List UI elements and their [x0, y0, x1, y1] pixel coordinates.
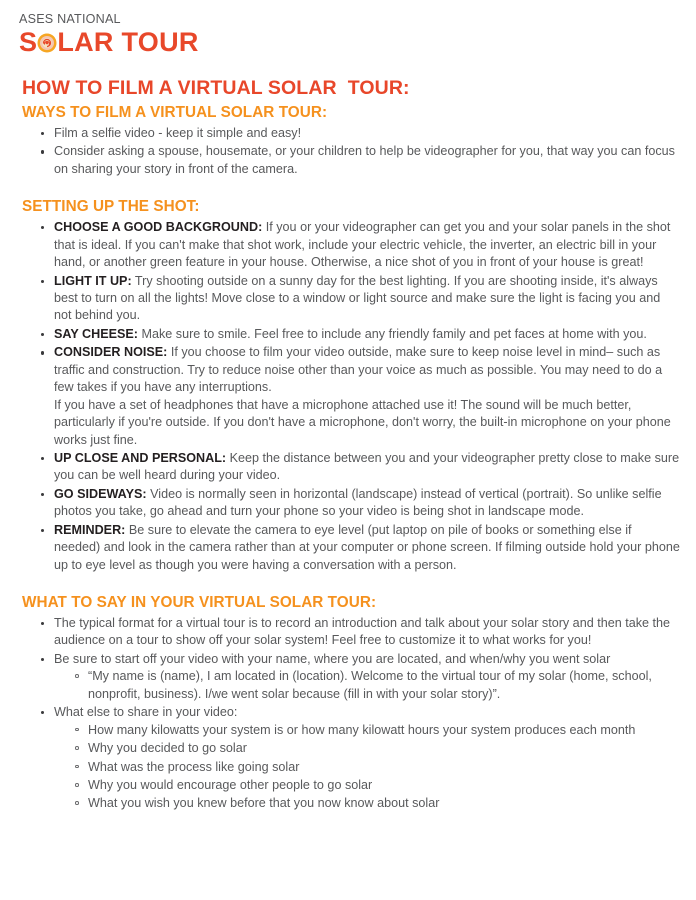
sub-list-item-text: Why you decided to go solar: [88, 741, 247, 756]
sub-list-item: [73, 668, 680, 703]
sub-list-what-else-to-share: [54, 722, 680, 813]
list-ways-to-film: [17, 125, 680, 178]
list-item-lead: UP CLOSE AND PERSONAL:: [54, 450, 227, 465]
list-item-lead: CONSIDER NOISE:: [54, 345, 168, 360]
list-item-continuation: If you have a set of headphones that have a microphone attached use it! The sound will be much better, particularly if you're outside. If you don't have a microphone, don't worry, the built-in microphone on your phone works just fine.: [54, 397, 671, 447]
section-heading-ways-to-film: WAYS TO FILM A VIRTUAL SOLAR TOUR:: [22, 103, 328, 121]
list-item: [39, 219, 680, 271]
list-item-lead: GO SIDEWAYS:: [54, 486, 147, 501]
list-item-lead: CHOOSE A GOOD BACKGROUND:: [54, 220, 263, 235]
ases-national-solar-tour-logo: [19, 13, 680, 56]
list-item-text: Be sure to elevate the camera to eye level (put laptop on pile of books or something else if needed) and look in the camera rather than at your computer or phone screen. If filming outside hold your phone up to eye level as though you were having a conversation with a person.: [54, 522, 680, 572]
list-item-text: Make sure to smile. Feel free to include any friendly family and pet faces at home with you.: [138, 326, 647, 341]
sub-list-item: [73, 759, 680, 776]
list-item-text: Film a selfie video - keep it simple and easy!: [54, 125, 302, 140]
list-item-text: Consider asking a spouse, housemate, or your children to help be videographer for you, that way you can focus on sharing your story in front of the camera.: [54, 144, 675, 176]
list-item-text: Be sure to start off your video with your name, where you are located, and when/why you went solar: [54, 651, 611, 666]
list-item-lead: REMINDER:: [54, 522, 126, 537]
list-item: [39, 615, 680, 650]
section-heading-setting-up-the-shot: SETTING UP THE SHOT:: [22, 198, 200, 216]
list-item-text: Video is normally seen in horizontal (landscape) instead of vertical (portrait). So unlike selfie photos you take, go ahead and turn your phone so your video is being shot in landscape mode.: [54, 486, 662, 519]
list-item: [39, 344, 680, 449]
list-item-text: The typical format for a virtual tour is to record an introduction and talk about your solar story and then take the audience on a tour to show off your solar system! Feel free to customize it to what works for you!: [54, 616, 671, 648]
logo-word-before: S: [19, 26, 38, 57]
list-item: [39, 486, 680, 521]
list-setting-up-the-shot: [17, 219, 680, 574]
section-heading-what-to-say: WHAT TO SAY IN YOUR VIRTUAL SOLAR TOUR:: [22, 594, 377, 611]
list-item: [39, 651, 680, 703]
list-item: [39, 450, 680, 485]
sub-list-item-text: Why you would encourage other people to go solar: [88, 777, 373, 792]
list-item-text: What else to share in your video:: [54, 705, 238, 720]
list-item-lead: LIGHT IT UP:: [54, 273, 132, 288]
list-item-lead: SAY CHEESE:: [54, 326, 138, 341]
list-item-text: Try shooting outside on a sunny day for the best lighting. If you are shooting inside, it's always best to turn on all the lights! Move close to a window or light source and make sure the light is facing you and not behind you.: [54, 273, 661, 323]
logo-top-line: ASES NATIONAL: [19, 12, 121, 26]
list-item: [39, 326, 680, 343]
list-item: [39, 125, 680, 142]
logo-word-after: LAR TOUR: [57, 26, 199, 57]
list-item: [39, 273, 680, 325]
sub-list-item: [73, 722, 680, 739]
sub-list-intro-script: [54, 668, 680, 703]
sub-list-item-text: How many kilowatts your system is or how many kilowatt hours your system produces each month: [88, 722, 636, 737]
sun-spiral-icon: [37, 33, 57, 53]
list-item: [39, 704, 680, 813]
list-item: [39, 143, 680, 178]
list-item-text: If you choose to film your video outside, make sure to keep noise level in mind– such as traffic and construction. Try to reduce noise other than your voice as much as possible. You may need to do a few takes if you have any interruptions.: [54, 345, 663, 395]
sub-list-item-text: What you wish you knew before that you now know about solar: [88, 796, 440, 811]
list-item-text: Keep the distance between you and your videographer pretty close to make sure you can be well heard during your video.: [54, 450, 680, 483]
sub-list-item: [73, 777, 680, 794]
list-item-text: If you or your videographer can get you and your solar panels in the shot that is ideal. If you can't make that shot work, include your electric vehicle, the inverter, an electric bill in your hand, or another green feature in your house. Otherwise, a nice shot of you in front of your house is great!: [54, 220, 671, 270]
list-item: [39, 522, 680, 574]
page-title: HOW TO FILM A VIRTUAL SOLAR TOUR:: [22, 76, 410, 99]
logo-wordmark: [19, 28, 680, 56]
sub-list-item: [73, 795, 680, 812]
sub-list-item-text: What was the process like going solar: [88, 759, 300, 774]
sub-list-item-text: “My name is (name), I am located in (location). Welcome to the virtual tour of my solar (home, school, nonprofit, business). I/we went solar because (fill in with your solar story)”.: [88, 669, 652, 701]
list-what-to-say: [17, 615, 680, 813]
sub-list-item: [73, 740, 680, 757]
